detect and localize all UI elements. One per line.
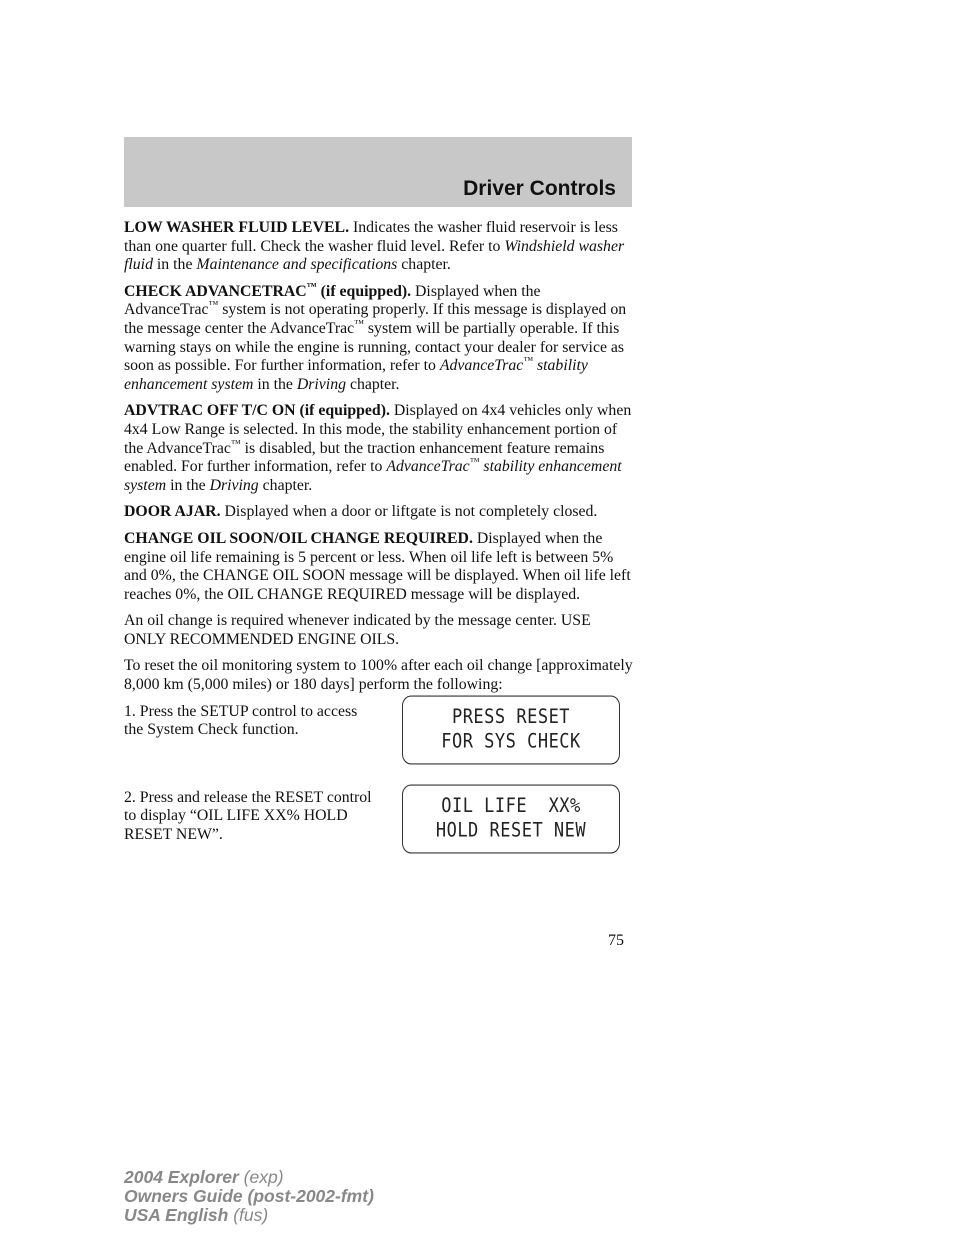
trademark-symbol: ™ (306, 281, 317, 293)
footer-info (124, 1168, 374, 1225)
step-2-text: 2. Press and release the RESET control to display “OIL LIFE XX% HOLD RESET NEW”. (124, 788, 372, 843)
door-ajar-paragraph (124, 503, 634, 522)
reset-intro-paragraph: To reset the oil monitoring system to 100% after each oil change [approximately 8,000 km (5,000 miles) or 180 days] perform the following: (124, 657, 633, 694)
windshield-washer-ref: Windshield washer fluid (124, 237, 625, 274)
section-title: Driver Controls (463, 177, 616, 200)
trademark-symbol: ™ (208, 300, 219, 312)
footer-model-code: (exp) (238, 1167, 284, 1187)
low-washer-body: Indicates the washer fluid reservoir is less than one quarter full. Check the washer fluid level. Refer to (124, 219, 618, 255)
check-advancetrac-body1: Displayed when the AdvanceTrac (124, 282, 541, 319)
advtrac-off-title: ADVTRAC OFF T/C ON (if equipped). (124, 402, 390, 420)
trademark-symbol: ™ (354, 318, 364, 330)
page-number: 75 (608, 932, 624, 949)
check-advancetrac-end: chapter. (346, 375, 400, 393)
footer-language: USA English (124, 1205, 229, 1225)
check-advancetrac-body3: system will be partially operable. If this warning stays on while the engine is running, contact your dealer for service as soon as possible. For further information, refer to (124, 319, 625, 375)
advtrac-off-body2: is disabled, but the traction enhancement feature remains enabled. For further information, refer to (124, 439, 605, 476)
low-washer-end: chapter. (397, 256, 451, 274)
low-washer-title: LOW WASHER FLUID LEVEL. (124, 219, 350, 236)
advancetrac-ref-b: stability enhancement system (124, 357, 588, 393)
header-band (124, 137, 632, 207)
message-center-display-2 (402, 784, 620, 853)
advtrac-off-paragraph (124, 402, 634, 495)
oil-required-paragraph: An oil change is required whenever indicated by the message center. USE ONLY RECOMMENDED ENGINE OILS. (124, 612, 591, 648)
check-advancetrac-title (124, 283, 411, 300)
driving-ref: Driving (296, 375, 346, 393)
advancetrac-ref-b: stability enhancement system (124, 458, 622, 494)
step-2 (124, 789, 634, 875)
check-advancetrac-body2: system is not operating properly. If this message is displayed on the message center the AdvanceTrac (124, 301, 627, 337)
change-oil-title: CHANGE OIL SOON/OIL CHANGE REQUIRED. (124, 529, 473, 547)
display-line-2: FOR SYS CHECK (441, 729, 581, 753)
check-advancetrac-title-a: CHECK ADVANCETRAC (124, 282, 307, 300)
display-line-1: OIL LIFE XX% (441, 794, 581, 818)
advancetrac-ref-a: AdvanceTrac (439, 357, 524, 375)
page-content (124, 219, 634, 875)
trademark-symbol: ™ (230, 438, 241, 450)
advtrac-off-end: chapter. (258, 476, 313, 494)
trademark-symbol: ™ (523, 355, 534, 367)
advancetrac-ref-a: AdvanceTrac (386, 458, 470, 476)
footer-model: 2004 Explorer (124, 1167, 239, 1187)
step-1 (124, 703, 634, 789)
footer-line-3 (124, 1206, 374, 1225)
low-washer-paragraph (124, 219, 634, 275)
footer-language-code: (fus) (228, 1205, 269, 1225)
advtrac-off-mid: in the (166, 476, 210, 494)
check-advancetrac-title-b: (if equipped). (316, 282, 412, 300)
message-center-display-1 (402, 695, 620, 764)
trademark-symbol: ™ (469, 456, 480, 468)
door-ajar-title: DOOR AJAR. (124, 503, 221, 521)
maintenance-ref: Maintenance and specifications (196, 256, 398, 274)
change-oil-paragraph (124, 530, 634, 604)
low-washer-mid: in the (152, 256, 197, 274)
change-oil-body: Displayed when the engine oil life remaining is 5 percent or less. When oil life left is between 5% and 0%, the CHANGE OIL SOON message will be displayed. When oil life left reaches 0%, the OIL CHANGE REQUIRED message will be displayed. (124, 529, 631, 603)
door-ajar-body: Displayed when a door or liftgate is not completely closed. (220, 503, 598, 521)
check-advancetrac-mid: in the (253, 375, 297, 393)
display-line-2: HOLD RESET NEW (435, 818, 587, 842)
display-line-1: PRESS RESET (451, 705, 571, 729)
step-1-text: 1. Press the SETUP control to access the System Check function. (124, 702, 358, 739)
footer-line-1 (124, 1168, 374, 1187)
check-advancetrac-paragraph (124, 283, 634, 395)
advtrac-off-body1: Displayed on 4x4 vehicles only when 4x4 Low Range is selected. In this mode, the stability enhancement portion of the AdvanceTrac (124, 402, 632, 457)
driving-ref: Driving (209, 476, 259, 494)
footer-line-2: Owners Guide (post-2002-fmt) (124, 1186, 374, 1206)
